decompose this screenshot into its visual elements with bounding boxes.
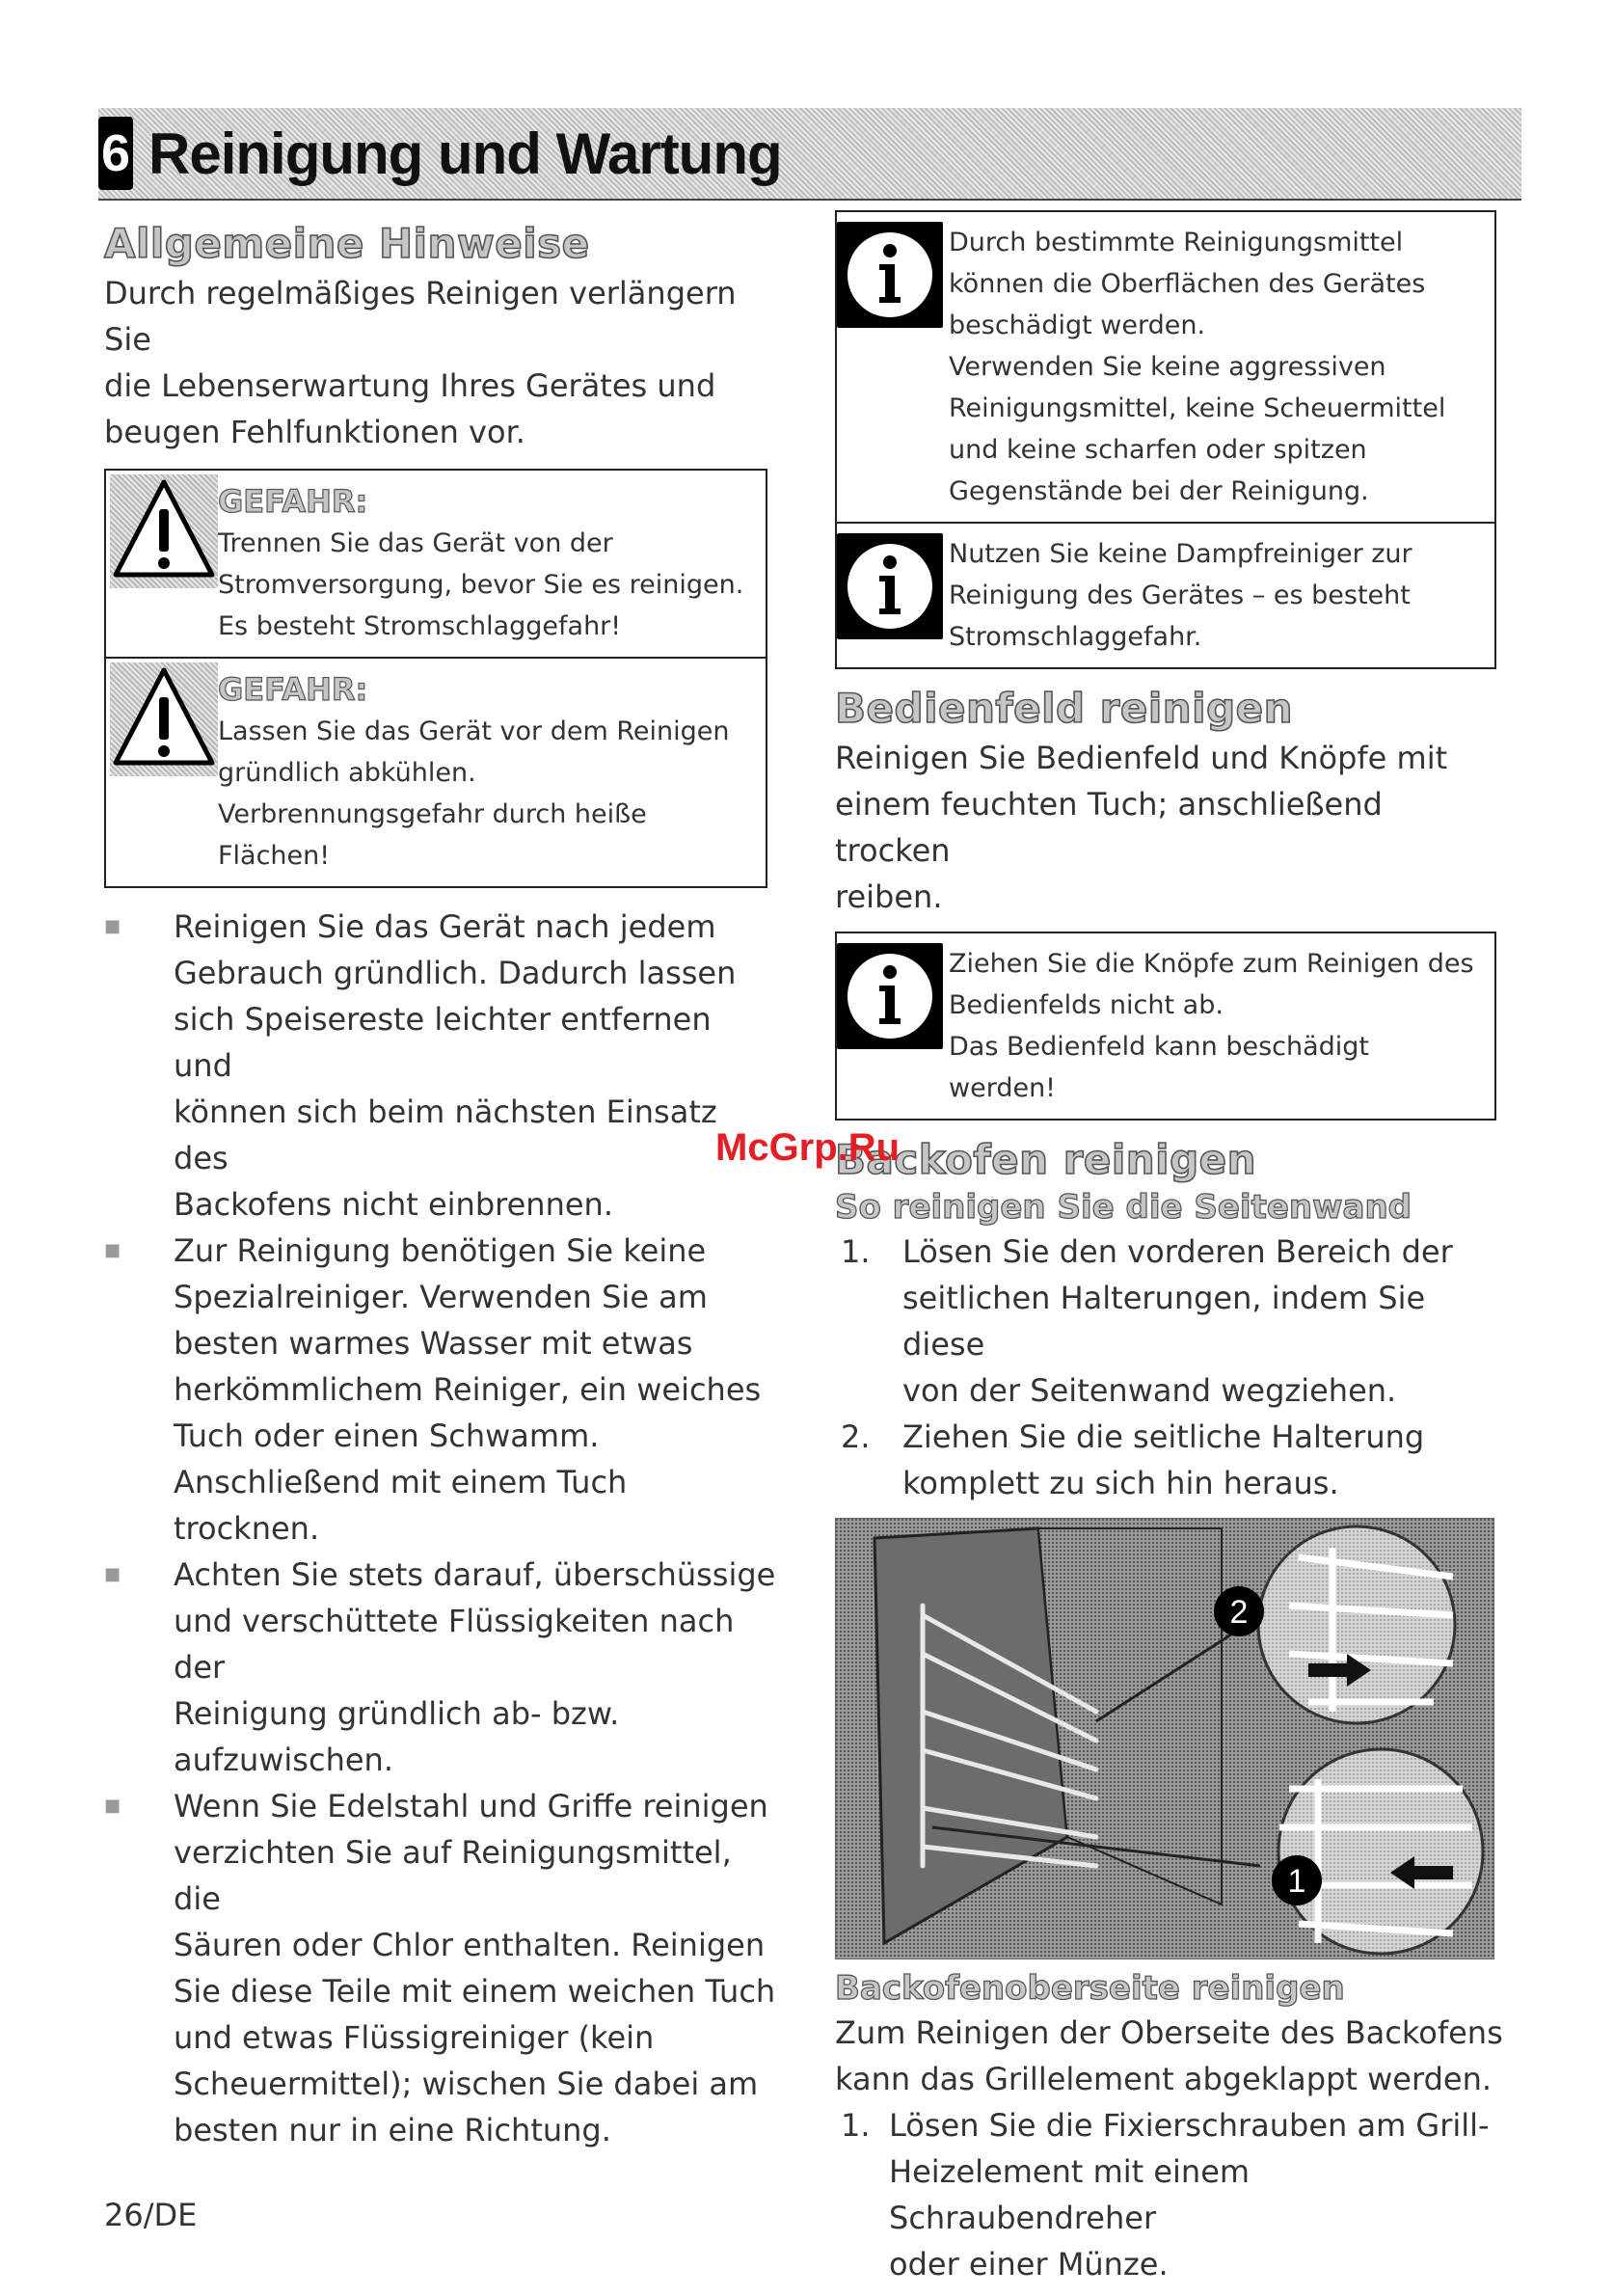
danger-line: Trennen Sie das Gerät von der <box>218 528 613 558</box>
bullet-icon: ■ <box>104 1240 121 1260</box>
list-item: ■ Wenn Sie Edelstahl und Griffe reinigen verzichten Sie auf Reinigungsmittel, die Säuren oder Chlor enthalten. Reinigen Sie diese Teile mit einem weichen Tuch und etwas Flüssigreiniger (kein Scheuermittel); wischen Sie dabei am besten nur in eine Richtung. <box>104 1783 779 2153</box>
danger-title: GEFAHR: <box>218 483 368 520</box>
list-item: 2. Ziehen Sie die seitliche Halterung komplett zu sich hin heraus. <box>841 1418 1425 1501</box>
warning-triangle-icon <box>110 662 218 776</box>
warning-triangle-icon <box>110 474 218 588</box>
cleaning-tips-list <box>104 904 779 2153</box>
info-box <box>835 210 1496 669</box>
list-item: 1. Lösen Sie die Fixierschrauben am Grill- Heizelement mit einem Schraubendreher oder einer Münze. <box>841 2107 1490 2282</box>
info-icon <box>837 533 943 639</box>
danger-line: Stromversorgung, bevor Sie es reinigen. <box>218 570 744 600</box>
danger-line: gründlich abkühlen. <box>218 758 476 788</box>
danger-notice <box>106 657 766 886</box>
bullet-icon: ■ <box>104 1796 121 1816</box>
list-item: ■ Zur Reinigung benötigen Sie keine Spezialreiniger. Verwenden Sie am besten warmes Wasser mit etwas herkömmlichem Reiniger, ein weiches Tuch oder einen Schwamm. Anschließend mit einem Tuch trocknen. <box>104 1228 779 1552</box>
section-heading-control-panel: Bedienfeld reinigen <box>835 685 1294 732</box>
bullet-icon: ■ <box>104 1564 121 1584</box>
info-icon <box>837 943 943 1049</box>
intro-line: die Lebenserwartung Ihres Gerätes und <box>104 367 716 404</box>
list-item: ■ Reinigen Sie das Gerät nach jedem Gebrauch gründlich. Dadurch lassen sich Speisereste leichter entfernen und können sich beim nächsten Einsatz des Backofens nicht einbrennen. <box>104 904 779 1228</box>
danger-title: GEFAHR: <box>218 671 368 708</box>
info-notice: Nutzen Sie keine Dampfreiniger zur Reinigung des Gerätes – es besteht Stromschlaggefahr. <box>837 522 1494 667</box>
figure-label-2: 2 <box>1229 1594 1249 1631</box>
danger-box <box>104 469 767 888</box>
list-item: 1. Lösen Sie den vorderen Bereich der seitlichen Halterungen, indem Sie diese von der Seitenwand wegziehen. <box>841 1233 1453 1409</box>
info-box <box>835 932 1496 1121</box>
intro-line: Durch regelmäßiges Reinigen verlängern Sie <box>104 275 737 358</box>
chapter-number: 6 <box>98 117 133 190</box>
info-notice: Ziehen Sie die Knöpfe zum Reinigen des Bedienfelds nicht ab. Das Bedienfeld kann beschädigt werden! <box>837 933 1494 1119</box>
bullet-icon: ■ <box>104 916 121 936</box>
info-icon <box>837 222 943 328</box>
chapter-header <box>98 108 1521 201</box>
danger-notice <box>106 471 766 657</box>
danger-line: Verbrennungsgefahr durch heiße <box>218 799 647 829</box>
section-heading-oven: Backofen reinigen <box>835 1136 1257 1183</box>
intro-line: beugen Fehlfunktionen vor. <box>104 414 525 450</box>
list-item: ■ Achten Sie stets darauf, überschüssige und verschüttete Flüssigkeiten nach der Reinigung gründlich ab- bzw. aufzuwischen. <box>104 1552 779 1783</box>
side-wall-steps <box>835 1229 1504 1506</box>
danger-line: Flächen! <box>218 841 331 871</box>
subheading-side-wall: So reinigen Sie die Seitenwand <box>835 1188 1412 1227</box>
danger-line: Lassen Sie das Gerät vor dem Reinigen <box>218 716 730 746</box>
chapter-title: Reinigung und Wartung <box>148 121 782 186</box>
left-column <box>104 218 779 2153</box>
right-column: Durch bestimmte Reinigungsmittel können die Oberflächen des Gerätes beschädigt werden. Verwenden Sie keine aggressiven Reinigungsmittel, keine Scheuermittel und keine scharfen oder spitzen Gegenstände bei der Reinigung. Nutzen Sie keine Dampfreiniger zur Reinigung des Gerätes – es besteht Stromschlaggefahr. Bedienfeld reinigen Reinigen Sie Bedienfeld und Knöpfe mit einem feuchten Tuch; anschließend trocken reiben. Ziehen Sie die Knöpfe zum Reinigen des Bedienfelds nicht ab. Das Bedienfeld kann beschädigt werden! Backofen reinigen So reinigen Sie die Seitenwand 1. Lösen Sie den vorderen Bereich der seitlichen Halterungen, indem Sie diese von der Seitenwand wegziehen. 2. Ziehen Sie die seitliche Halterung komplett zu sich hin heraus. 2 1 Backofenoberseite reinigen Zum Reinigen der Oberseite des Backofens kann das Grillelement abgeklappt werden. 1. Lösen Sie die Fixierschrauben am Grill- Heizelement mit einem Schraubendreher oder einer Münze. <box>835 210 1504 2287</box>
watermark-text: McGrp.Ru <box>715 1126 901 1169</box>
top-side-steps <box>835 2102 1504 2287</box>
section-heading-general: Allgemeine Hinweise <box>104 220 590 267</box>
figure-label-1: 1 <box>1287 1863 1306 1900</box>
general-intro <box>104 270 779 455</box>
page-number: 26/DE <box>104 2197 198 2233</box>
danger-line: Es besteht Stromschlaggefahr! <box>218 611 622 641</box>
side-rack-illustration <box>835 1518 1494 1959</box>
subheading-top-side: Backofenoberseite reinigen <box>835 1969 1345 2008</box>
info-notice: Durch bestimmte Reinigungsmittel können die Oberflächen des Gerätes beschädigt werden. Verwenden Sie keine aggressiven Reinigungsmittel, keine Scheuermittel und keine scharfen oder spitzen Gegenstände bei der Reinigung. <box>837 212 1494 522</box>
